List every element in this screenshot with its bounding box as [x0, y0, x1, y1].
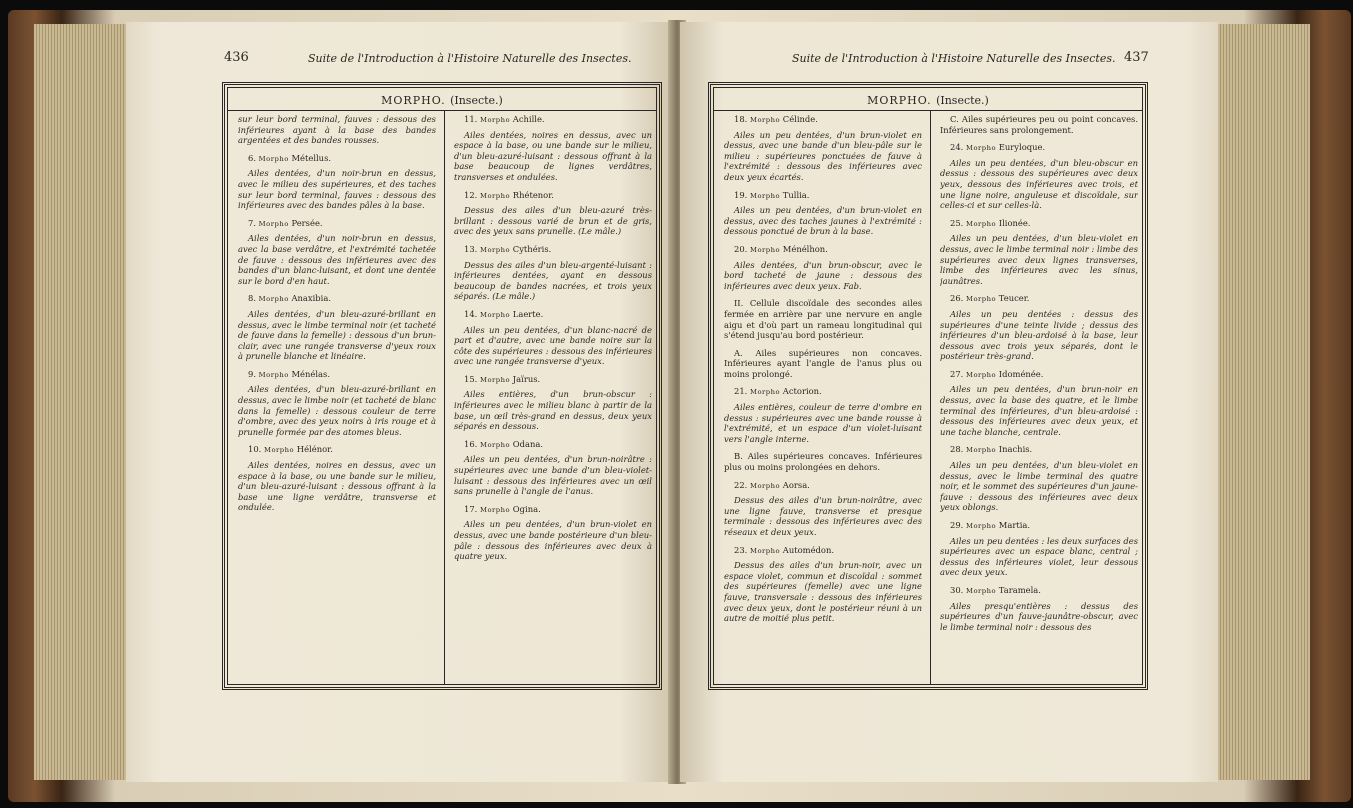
genus-name: Morpho	[480, 310, 511, 319]
species-heading	[238, 218, 436, 230]
species-entry	[940, 142, 1138, 211]
species-number: 11.	[464, 114, 478, 124]
genus-name: Morpho	[750, 191, 781, 200]
species-description: Ailes dentées, d'un bleu-azuré-brillant en dessus, avec le limbe noir (et tacheté de blanc dans la femelle) : dessous couleur de terre d'ombre, avec des yeux noirs à iris rouge et à prunelle formée par des atomes bleus.	[238, 384, 436, 437]
species-name: Ménélhon.	[782, 243, 828, 254]
species-entry	[940, 114, 1138, 135]
species-description: Ailes dentées, noires en dessus, avec un espace à la base, ou une bande sur le milieu, d'un bleu-azuré-luisant : dessous offrant à la base une ligne verdâtre, transverse et ondulée.	[238, 460, 436, 513]
genus-name: Morpho	[966, 370, 997, 379]
species-description: Ailes entières, d'un brun-obscur : inférieures avec le milieu blanc à partir de la base, un œil très-grand en dessus, deux yeux séparés en dessous.	[454, 389, 652, 432]
species-description: Ailes dentées, d'un bleu-azuré-brillant en dessus, avec le limbe terminal noir (et tacheté de fauve dans la femelle) : dessous d'un brun-clair, avec une rangée transverse d'yeux roux à prunelle blanche et linéaire.	[238, 308, 436, 362]
species-entry	[238, 114, 436, 146]
species-name: Odana.	[512, 438, 544, 449]
genus-name: Morpho	[966, 144, 997, 153]
genus-name: Morpho	[264, 446, 295, 455]
species-description: Dessus des ailes d'un bleu-argenté-luisant : inférieures dentées, ayant en dessous beaucoup de bandes nacrées, et trois yeux séparés. (Le mâle.)	[454, 259, 652, 302]
species-description: sur leur bord terminal, fauves : dessous des inférieures ayant à la base des bandes argentées et des bandes rousses.	[238, 114, 436, 146]
species-number: 6.	[248, 152, 256, 163]
left-page-edges	[34, 24, 126, 780]
genus-name: Morpho	[480, 116, 511, 124]
species-description: Ailes entières, couleur de terre d'ombre en dessus : supérieures avec une bande rousse à l'extrémité, et un espace d'un violet-luisant vers l'angle interne.	[724, 402, 922, 444]
species-heading	[454, 309, 652, 321]
species-entry	[724, 190, 922, 237]
species-entry	[454, 244, 652, 302]
species-name: Aorsa.	[782, 479, 810, 490]
species-entry	[724, 114, 922, 183]
species-entry	[940, 444, 1138, 513]
species-heading	[238, 153, 436, 165]
species-number: 22.	[734, 479, 748, 490]
species-entry	[238, 444, 436, 513]
species-number: 30.	[950, 584, 964, 595]
left-content-frame	[222, 82, 662, 690]
species-entry	[724, 348, 922, 380]
species-entry	[724, 386, 922, 444]
species-number: 10.	[248, 444, 262, 455]
genus-name: Morpho	[480, 375, 511, 384]
genus-name: Morpho	[750, 388, 781, 397]
left-column-2	[454, 114, 652, 680]
species-entry	[724, 244, 922, 291]
species-number: 17.	[464, 503, 478, 514]
species-entry	[940, 293, 1138, 362]
species-number: 24.	[950, 142, 964, 153]
species-description: Ailes un peu dentées, d'un brun-violet en dessus, avec des taches jaunes à l'extrémité : dessous ponctué de brun à la base.	[724, 205, 922, 237]
species-heading	[454, 190, 652, 202]
species-name: Célinde.	[782, 114, 818, 124]
species-name: Tullia.	[782, 189, 810, 200]
species-heading	[724, 244, 922, 256]
species-description: Ailes un peu dentées : les deux surfaces des supérieures avec un espace blanc, central ; dessus des inférieures violet, leur dessous avec deux yeux.	[940, 535, 1138, 578]
genus-name: Morpho	[750, 481, 781, 490]
species-name: Jaïrus.	[512, 373, 541, 384]
species-entry	[940, 369, 1138, 438]
genus-name: Morpho	[966, 446, 997, 455]
species-description: Ailes dentées, noires en dessus, avec un espace à la base, ou une bande sur le milieu, d'un bleu-azuré-luisant : dessous offrant à la base beaucoup de lignes verdâtres, transverses et ondulées.	[454, 129, 652, 182]
species-heading	[940, 369, 1138, 381]
species-entry	[238, 218, 436, 287]
species-entry	[940, 585, 1138, 632]
species-number: 27.	[950, 368, 964, 379]
genus-name: Morpho	[258, 295, 289, 304]
right-column-2	[940, 114, 1138, 680]
species-entry	[454, 114, 652, 183]
species-entry	[724, 545, 922, 624]
species-entry	[940, 218, 1138, 287]
genus-name: Morpho	[966, 586, 997, 595]
right-page-number: 437	[1124, 50, 1149, 65]
right-content-frame	[708, 82, 1148, 690]
right-title-rule	[714, 110, 1142, 111]
species-name: Persée.	[291, 217, 323, 228]
species-heading	[940, 218, 1138, 230]
species-description: Dessus des ailes d'un bleu-azuré très-brillant : dessous varié de brun et de gris, avec des yeux sans prunelle. (Le mâle.)	[454, 205, 652, 237]
genus-name: Morpho	[750, 546, 781, 555]
species-heading	[940, 142, 1138, 154]
left-title-rule	[228, 110, 656, 111]
genus-name: Morpho	[480, 191, 511, 200]
species-description: Ailes un peu dentées : dessus des supérieures d'une teinte livide ; dessus des inférieures d'un bleu-ardoisé à la base, leur dessous avec trois yeux séparés, dont le postérieur très-grand.	[940, 308, 1138, 362]
species-name: Laerte.	[512, 308, 544, 319]
right-running-title: Suite de l'Introduction à l'Histoire Naturelle des Insectes.	[792, 52, 1116, 65]
species-number: 8.	[248, 293, 256, 304]
genus-name: Morpho	[966, 219, 997, 228]
species-heading	[940, 444, 1138, 456]
species-description: Ailes presqu'entières : dessus des supérieures d'un fauve-jaunâtre-obscur, avec le limbe terminal noir : dessous des	[940, 600, 1138, 632]
genus-name: Morpho	[966, 295, 997, 304]
species-heading	[940, 293, 1138, 305]
species-number: 19.	[734, 189, 748, 200]
genus-name: Morpho	[750, 116, 781, 124]
species-name: Automédon.	[782, 544, 835, 555]
species-description: Ailes dentées, d'un noir-brun en dessus, avec le milieu des supérieures, et des taches sur leur bord terminal, fauves : dessous des inférieures avec des bandes pâles à la base.	[238, 168, 436, 211]
section-note: A. Ailes supérieures non concaves. Inférieures ayant l'angle de l'anus plus ou moins prolongé.	[724, 347, 922, 379]
species-description: Ailes un peu dentées, d'un brun-violet en dessus, avec une bande d'un bleu-pâle sur le milieu : supérieures ponctuées de fauve à l'extrémité : dessous des inférieures avec deux yeux écartés.	[724, 129, 922, 182]
species-entry	[940, 520, 1138, 578]
species-description: Ailes dentées, d'un brun-obscur, avec le bord tacheté de jaune : dessous des inférieures avec deux yeux. Fab.	[724, 259, 922, 291]
genus-name: Morpho	[258, 154, 289, 163]
species-name: Actorion.	[782, 386, 822, 397]
right-box-title: MORPHO. (Insecte.)	[867, 94, 989, 107]
species-description: Ailes un peu dentées, d'un brun-violet en dessus, avec une bande postérieure d'un bleu-pâle : dessous des inférieures avec deux à quatre yeux.	[454, 519, 652, 562]
genus-name: Morpho	[480, 440, 511, 449]
species-entry	[454, 309, 652, 367]
genus-name: Morpho	[750, 245, 781, 254]
species-heading	[454, 374, 652, 386]
species-heading	[940, 520, 1138, 532]
left-running-title: Suite de l'Introduction à l'Histoire Naturelle des Insectes.	[308, 52, 632, 65]
species-name: Métellus.	[291, 152, 332, 163]
species-heading	[724, 480, 922, 492]
species-name: Ménélas.	[291, 368, 330, 379]
species-heading	[454, 244, 652, 256]
species-entry	[238, 369, 436, 438]
left-column-divider	[444, 110, 445, 684]
species-heading	[724, 190, 922, 202]
species-name: Martia.	[998, 520, 1031, 530]
species-name: Anaxibia.	[291, 293, 332, 304]
right-column-divider	[930, 110, 931, 684]
species-name: Euryloque.	[998, 142, 1046, 153]
species-entry	[724, 451, 922, 472]
species-number: 20.	[734, 243, 748, 254]
species-entry	[454, 190, 652, 237]
species-name: Ilionée.	[998, 217, 1031, 228]
genus-name: Morpho	[480, 245, 511, 254]
species-description: Dessus des ailes d'un brun-noir, avec un espace violet, commun et discoïdal : sommet des supérieures (femelle) avec une ligne fauve, transversale : dessous des inférieures avec deux yeux, dont le postérieur réuni à un autre de moitié plus petit.	[724, 560, 922, 624]
species-number: 26.	[950, 293, 964, 304]
left-page-number: 436	[224, 50, 249, 65]
species-entry	[454, 504, 652, 562]
species-name: Idoménée.	[998, 368, 1044, 379]
species-name: Taramela.	[998, 584, 1041, 595]
species-heading	[238, 293, 436, 305]
genus-name: Morpho	[966, 522, 997, 530]
species-number: 23.	[734, 544, 748, 555]
species-description: Ailes dentées, d'un noir-brun en dessus, avec la base verdâtre, et l'extrémité tachetée de fauve : dessous des inférieures avec des bandes d'un blanc-luisant, et dont une dentée sur le bord d'en haut.	[238, 233, 436, 286]
species-entry	[724, 298, 922, 340]
species-description: Dessus des ailes d'un brun-noirâtre, avec une ligne fauve, transverse et presque terminale : dessous des inférieures avec des réseaux et deux yeux.	[724, 495, 922, 537]
species-name: Ogina.	[512, 503, 541, 514]
species-name: Cythéris.	[512, 243, 552, 254]
section-note: C. Ailes supérieures peu ou point concaves. Inférieures sans prolongement.	[940, 114, 1138, 135]
species-name: Inachis.	[998, 444, 1033, 455]
species-heading	[454, 439, 652, 451]
species-number: 29.	[950, 520, 964, 530]
species-name: Hélénor.	[296, 444, 333, 455]
species-name: Achille.	[512, 114, 545, 124]
species-entry	[238, 153, 436, 211]
species-entry	[454, 439, 652, 497]
species-number: 9.	[248, 368, 256, 379]
species-number: 21.	[734, 386, 748, 397]
section-note: II. Cellule discoïdale des secondes ailes fermée en arrière par une nervure en angle aigu et d'où part un rameau longitudinal qui s'étend jusqu'au bord postérieur.	[724, 298, 922, 341]
species-name: Teucer.	[998, 293, 1030, 304]
species-heading	[454, 504, 652, 516]
species-heading	[724, 386, 922, 398]
species-heading	[940, 585, 1138, 597]
left-column-1	[238, 114, 436, 680]
species-number: 28.	[950, 444, 964, 455]
species-entry	[724, 480, 922, 538]
species-number: 12.	[464, 189, 478, 200]
species-heading	[238, 444, 436, 456]
species-description: Ailes un peu dentées, d'un bleu-obscur en dessus : dessous des supérieures avec deux yeux, dessous des inférieures avec trois, et une ligne noire, anguleuse et discoïdale, sur celles-ci et sur celles-là.	[940, 157, 1138, 211]
species-number: 16.	[464, 438, 478, 449]
species-number: 15.	[464, 373, 478, 384]
species-description: Ailes un peu dentées, d'un blanc-nacré de part et d'autre, avec une bande noire sur la côte des supérieures : dessous des inférieures avec une rangée transverse d'yeux.	[454, 324, 652, 367]
right-page-edges	[1218, 24, 1310, 780]
species-heading	[724, 114, 922, 126]
species-heading	[454, 114, 652, 126]
right-column-1	[724, 114, 922, 680]
species-number: 13.	[464, 243, 478, 254]
species-entry	[238, 293, 436, 362]
species-entry	[454, 374, 652, 432]
genus-name: Morpho	[258, 219, 289, 228]
species-description: Ailes un peu dentées, d'un bleu-violet en dessus, avec le limbe terminal des quatre noir, et le sommet des supérieures d'un jaune-fauve : dessous des inférieures avec deux yeux oblongs.	[940, 460, 1138, 513]
species-description: Ailes un peu dentées, d'un brun-noir en dessus, avec la base des quatre, et le limbe terminal des inférieures, d'un bleu-ardoisé : dessous des inférieures avec deux yeux, et une tache blanche, centrale.	[940, 384, 1138, 437]
species-description: Ailes un peu dentées, d'un bleu-violet en dessus, avec le limbe terminal noir : limbe des supérieures avec deux lignes transverses, limbe des inférieures avec les sinus, jaunâtres.	[940, 233, 1138, 286]
species-number: 18.	[734, 114, 748, 124]
species-number: 25.	[950, 217, 964, 228]
species-heading	[724, 545, 922, 557]
section-note: B. Ailes supérieures concaves. Inférieures plus ou moins prolongées en dehors.	[724, 451, 922, 473]
species-number: 7.	[248, 217, 256, 228]
genus-name: Morpho	[258, 370, 289, 379]
left-box-title: MORPHO. (Insecte.)	[381, 94, 503, 107]
species-number: 14.	[464, 308, 478, 319]
species-description: Ailes un peu dentées, d'un brun-noirâtre : supérieures avec une bande d'un bleu-violet-luisant : dessous des inférieures avec un œil sans prunelle à l'angle de l'anus.	[454, 454, 652, 497]
species-heading	[238, 369, 436, 381]
genus-name: Morpho	[480, 505, 511, 514]
species-name: Rhétenor.	[512, 189, 554, 200]
